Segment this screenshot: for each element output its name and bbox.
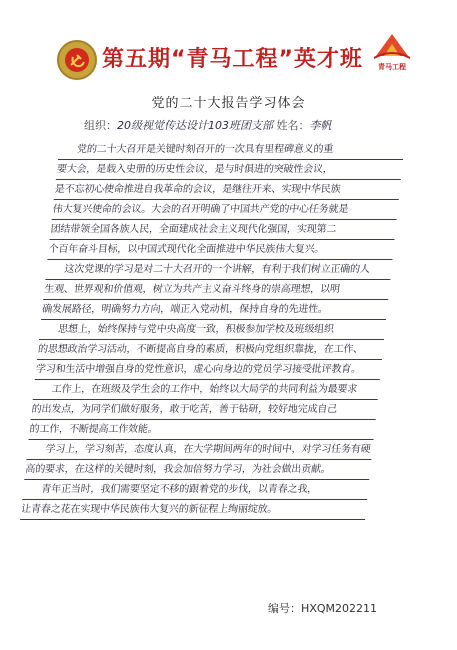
handwritten-line: 的出发点，为同学们做好服务，敢于吃苦，善于钻研，较好地完成自己	[31, 400, 378, 420]
handwritten-line: 这次党课的学习是对二十大召开的一个讲解，有利于我们树立正确的人	[45, 260, 392, 280]
banner-title: 第五期“青马工程”英才班	[102, 47, 363, 72]
handwritten-line: 让青春之花在实现中华民族伟大复兴的新征程上绚丽绽放。	[20, 500, 367, 520]
name-value: 李帆	[309, 119, 332, 132]
handwritten-line: 生观、世界观和价值观，树立为共产主义奋斗终身的崇高理想，以明	[43, 280, 390, 300]
handwritten-line: 确发展路径，明确努力方向，端正入党动机，保持自身的先进性。	[41, 300, 388, 320]
body-paragraph	[20, 480, 369, 520]
handwritten-line: 伟大复兴使命的会议。大会的召开明确了中国共产党的中心任务就是	[52, 200, 399, 220]
handwritten-line: 党的二十大召开是关键时刻召开的一次具有里程碑意义的重	[58, 140, 405, 160]
handwritten-line: 的工作，不断提高工作效能。	[28, 420, 375, 440]
handwritten-line: 是不忘初心使命推进自我革命的会议，是继往开来、实现中华民族	[54, 180, 401, 200]
logo-text: 青马工程	[378, 63, 406, 71]
handwritten-line: 高的要求，在这样的关键时刻，我会加倍努力学习，为社会做出贡献。	[24, 460, 371, 480]
body-paragraph	[35, 320, 386, 380]
handwritten-line: 学习上，学习刻苦，态度认真，在大学期间两年的时间中，对学习任务有硬	[26, 440, 373, 460]
handwritten-line: 工作上，在班级及学生会的工作中，始终以大局学的共同利益为最要求	[33, 380, 380, 400]
body-paragraph	[24, 440, 373, 480]
name-label: 姓名：	[276, 119, 310, 132]
handwritten-line: 团结带领全国各族人民，全面建成社会主义现代化强国，实现第二	[49, 220, 396, 240]
body-paragraph	[28, 380, 379, 440]
org-value: 20级视觉传达设计103班团支部	[117, 119, 273, 132]
flag-wave-icon	[370, 30, 414, 62]
meta-line	[84, 117, 414, 133]
org-label: 组织：	[84, 119, 117, 132]
handwritten-line: 的思想政治学习活动，不断提高自身的素质，积极向党组织靠拢，在工作、	[37, 340, 384, 360]
serial-value: HXQM202211	[301, 602, 377, 615]
qingma-logo-icon	[370, 30, 414, 80]
handwritten-line: 思想上，始终保持与党中央高度一致，积极参加学校及班级组织	[39, 320, 386, 340]
handwritten-line: 要大会，是载入史册的历史性会议，是与时俱进的突破性会议，	[56, 160, 403, 180]
serial-number	[268, 600, 377, 616]
party-badge-icon	[57, 40, 97, 80]
serial-label: 编号：	[268, 602, 302, 615]
document-title: 党的二十大报告学习体会	[151, 96, 306, 111]
handwritten-line: 个百年奋斗目标，以中国式现代化全面推进中华民族伟大复兴。	[47, 240, 394, 260]
handwritten-line: 学习和生活中增强自身的党性意识，虚心向身边的党员学习接受批评教育。	[35, 360, 382, 380]
body-paragraph	[41, 260, 392, 320]
handwritten-body	[20, 140, 405, 520]
handwritten-line: 青年正当时，我们需要坚定不移的跟着党的步伐，以青春之我，	[22, 480, 369, 500]
body-paragraph	[47, 140, 405, 260]
hammer-sickle-icon	[64, 47, 90, 73]
